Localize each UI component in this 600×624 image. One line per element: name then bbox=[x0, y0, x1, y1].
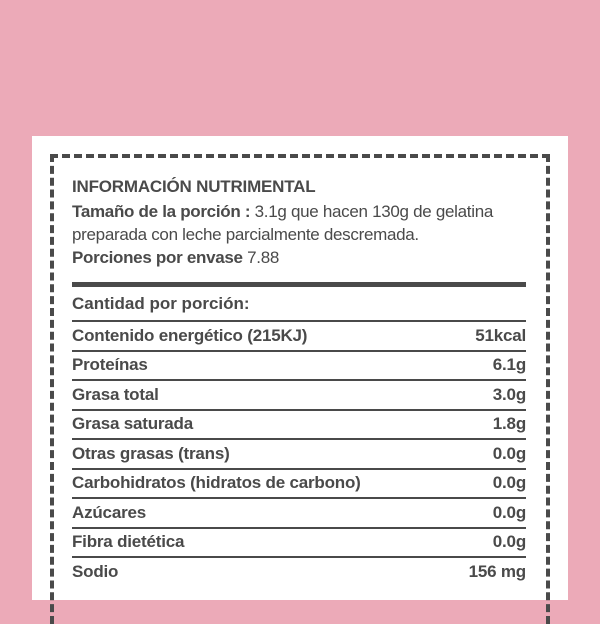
nutrient-name: Carbohidratos (hidratos de carbono) bbox=[72, 473, 361, 493]
servings-per-container-label: Porciones por envase bbox=[72, 248, 243, 267]
nutrient-value: 1.8g bbox=[492, 414, 526, 434]
serving-info bbox=[72, 200, 526, 269]
nutrient-row-trans-fat bbox=[72, 438, 526, 468]
serving-size-label: Tamaño de la porción : bbox=[72, 202, 251, 221]
nutrient-row-sodium bbox=[72, 556, 526, 586]
nutrient-value: 0.0g bbox=[492, 532, 526, 552]
nutrition-label-panel bbox=[32, 136, 568, 600]
nutrient-value: 6.1g bbox=[492, 355, 526, 375]
nutrient-name: Azúcares bbox=[72, 502, 146, 522]
nutrient-name: Grasa saturada bbox=[72, 414, 193, 434]
nutrient-row-energy bbox=[72, 320, 526, 350]
nutrient-value: 0.0g bbox=[492, 502, 526, 522]
nutrient-row-saturated-fat bbox=[72, 409, 526, 439]
nutrient-row-total-fat bbox=[72, 379, 526, 409]
nutrition-label-content bbox=[72, 176, 526, 586]
nutrient-name: Fibra dietética bbox=[72, 532, 185, 552]
nutrient-value: 51kcal bbox=[475, 325, 526, 345]
nutrient-name: Grasa total bbox=[72, 384, 159, 404]
label-title: INFORMACIÓN NUTRIMENTAL bbox=[72, 177, 316, 196]
nutrient-row-carbohydrates bbox=[72, 468, 526, 498]
servings-per-container-value: 7.88 bbox=[247, 248, 280, 267]
amount-per-serving-label: Cantidad por porción: bbox=[72, 294, 250, 313]
nutrient-value: 0.0g bbox=[492, 473, 526, 493]
nutrient-name: Otras grasas (trans) bbox=[72, 443, 230, 463]
nutrient-name: Proteínas bbox=[72, 355, 148, 375]
nutrient-value: 156 mg bbox=[468, 561, 526, 581]
nutrient-row-sugars bbox=[72, 497, 526, 527]
nutrient-name: Sodio bbox=[72, 561, 119, 581]
serving-size-value: 3.1g que hacen 130g de gelatina preparada con leche parcialmente descremada. bbox=[72, 202, 494, 244]
nutrient-value: 0.0g bbox=[492, 443, 526, 463]
nutrient-row-fiber bbox=[72, 527, 526, 557]
nutrient-row-protein bbox=[72, 350, 526, 380]
nutrient-value: 3.0g bbox=[492, 384, 526, 404]
nutrient-name: Contenido energético (215KJ) bbox=[72, 325, 308, 345]
